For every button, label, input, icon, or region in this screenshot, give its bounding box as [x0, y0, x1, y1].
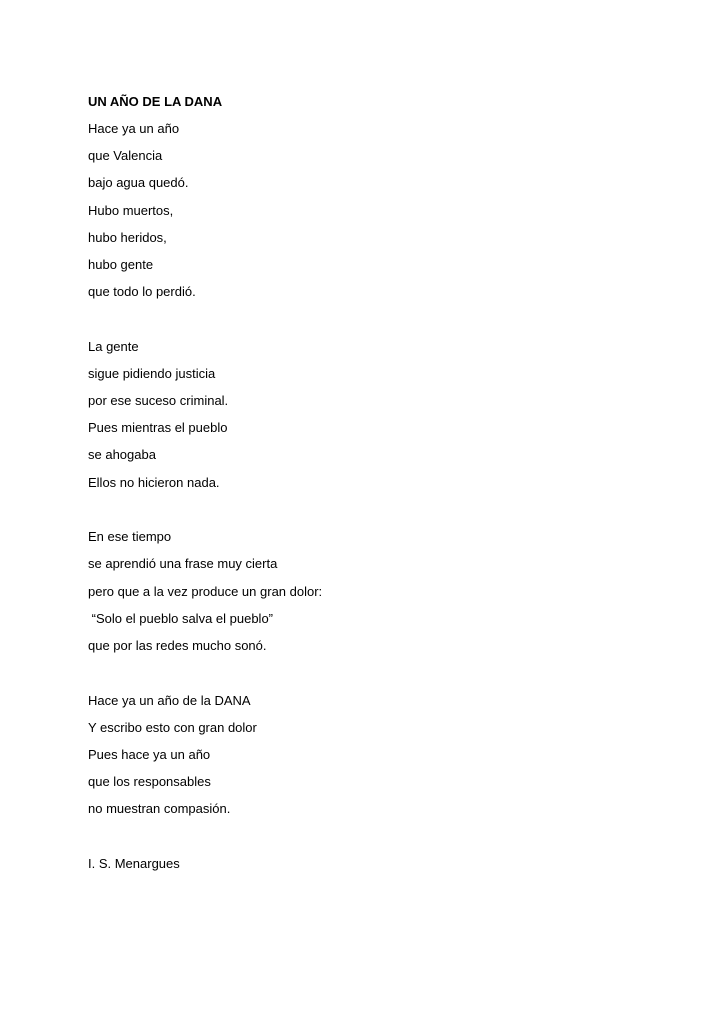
stanza-4	[88, 687, 648, 823]
poem-line: que los responsables	[88, 774, 211, 790]
stanza-2	[88, 333, 648, 496]
poem-line: hubo heridos,	[88, 229, 167, 245]
author-signature: I. S. Menargues	[88, 855, 180, 871]
poem-line: por ese suceso criminal.	[88, 393, 229, 409]
poem-line: Pues hace ya un año	[88, 746, 211, 762]
poem-line: no muestran compasión.	[88, 801, 231, 817]
poem-line: Ellos no hicieron nada.	[88, 474, 220, 490]
poem-line: se aprendió una frase muy cierta	[88, 556, 278, 572]
poem-line: bajo agua quedó.	[88, 175, 189, 191]
poem-title: UN AÑO DE LA DANA	[88, 94, 223, 109]
poem-line: que Valencia	[88, 148, 163, 164]
poem-line: que por las redes mucho sonó.	[88, 637, 267, 653]
poem-line: sigue pidiendo justicia	[88, 365, 216, 381]
poem-line: La gente	[88, 338, 139, 354]
poem-line: hubo gente	[88, 256, 154, 272]
stanza-1	[88, 115, 648, 305]
poem-line: se ahogaba	[88, 447, 156, 463]
poem-line: Hace ya un año	[88, 121, 180, 136]
poem-line: pero que a la vez produce un gran dolor:	[88, 583, 323, 599]
stanza-3	[88, 523, 648, 659]
poem-line: En ese tiempo	[88, 529, 172, 545]
poem-line: “Solo el pueblo salva el pueblo”	[88, 610, 274, 626]
poem-line: que todo lo perdió.	[88, 284, 196, 300]
poem-line: Hubo muertos,	[88, 202, 174, 218]
poem	[88, 88, 648, 877]
poem-line: Pues mientras el pueblo	[88, 420, 228, 436]
poem-line: Y escribo esto con gran dolor	[88, 719, 257, 735]
poem-line: Hace ya un año de la DANA	[88, 692, 251, 708]
